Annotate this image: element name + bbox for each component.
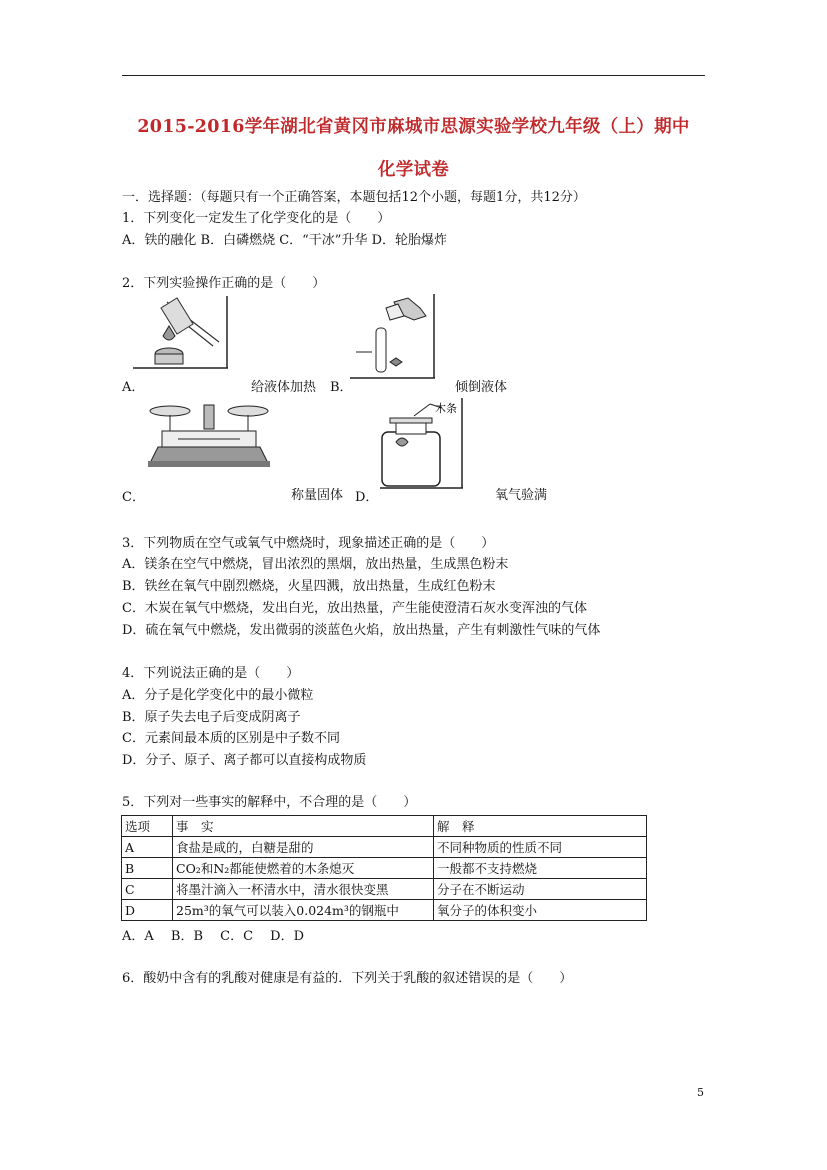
q4-option-b: B．原子失去电子后变成阴离子 xyxy=(122,710,301,725)
page-number: 5 xyxy=(697,1086,704,1099)
table-cell: 氧分子的体积变小 xyxy=(434,900,647,921)
q5-options: A．A B．B C．C D．D xyxy=(122,929,305,944)
q4-option-d: D．分子、原子、离子都可以直接构成物质 xyxy=(122,753,367,768)
table-cell: 一般都不支持燃烧 xyxy=(434,858,647,879)
paper-title: 2015-2016学年湖北省黄冈市麻城市思源实验学校九年级（上）期中 xyxy=(137,117,690,137)
q3-stem: 3．下列物质在空气或氧气中燃烧时，现象描述正确的是（ ） xyxy=(122,536,495,551)
q2-c-caption: 称量固体 xyxy=(291,488,344,503)
section-heading: 一．选择题：（每题只有一个正确答案，本题包括12个小题，每题1分，共12分） xyxy=(122,190,586,205)
q6-stem: 6．酸奶中含有的乳酸对健康是有益的．下列关于乳酸的叙述错误的是（ ） xyxy=(122,971,573,986)
q3-option-a: A．镁条在空气中燃烧，冒出浓烈的黑烟，放出热量，生成黑色粉末 xyxy=(122,557,509,572)
q2-d-caption: 氧气验满 xyxy=(495,488,548,503)
q4-stem: 4．下列说法正确的是（ ） xyxy=(122,666,300,681)
table-cell: D xyxy=(122,900,173,921)
balance-figure xyxy=(148,403,270,467)
table-row xyxy=(122,900,647,921)
table-cell: C xyxy=(122,879,173,900)
heating-liquid-figure xyxy=(133,296,229,370)
q3-option-c: C．木炭在氧气中燃烧，发出白光，放出热量，产生能使澄清石灰水变浑浊的气体 xyxy=(122,601,587,616)
q4-option-c: C．元素间最本质的区别是中子数不同 xyxy=(122,731,340,746)
oxygen-test-figure xyxy=(380,398,464,490)
q2-a-letter: A． xyxy=(122,380,145,395)
table-header-row xyxy=(122,816,647,837)
q2-stem: 2．下列实验操作正确的是（ ） xyxy=(122,276,326,291)
table-header: 解 释 xyxy=(434,816,647,837)
table-row xyxy=(122,837,647,858)
pouring-liquid-figure xyxy=(350,294,436,380)
table-cell: A xyxy=(122,837,173,858)
table-cell: CO₂和N₂都能使燃着的木条熄灭 xyxy=(173,858,434,879)
q1-stem: 1．下列变化一定发生了化学变化的是（ ） xyxy=(122,211,391,226)
wood-strip-label: 木条 xyxy=(435,402,457,415)
q5-stem: 5．下列对一些事实的解释中，不合理的是（ ） xyxy=(122,795,417,810)
table-cell: 将墨汁滴入一杯清水中，清水很快变黑 xyxy=(173,879,434,900)
q2-a-caption: 给液体加热 xyxy=(251,380,317,395)
paper-title-line2: 化学试卷 xyxy=(377,160,450,180)
header-rule xyxy=(122,75,705,76)
q3-option-d: D．硫在氧气中燃烧，发出微弱的淡蓝色火焰，放出热量，产生有刺激性气味的气体 xyxy=(122,623,601,638)
q1-options: A．铁的融化 B．白磷燃烧 C．“干冰”升华 D．轮胎爆炸 xyxy=(122,233,448,248)
table-cell: B xyxy=(122,858,173,879)
table-row xyxy=(122,879,647,900)
table-row xyxy=(122,858,647,879)
facts-table xyxy=(121,815,647,921)
table-header: 事 实 xyxy=(173,816,434,837)
q2-c-letter: C． xyxy=(122,490,145,505)
q2-b-letter: B． xyxy=(330,380,353,395)
table-cell: 食盐是咸的，白糖是甜的 xyxy=(173,837,434,858)
q3-option-b: B．铁丝在氧气中剧烈燃烧，火星四溅，放出热量，生成红色粉末 xyxy=(122,579,496,594)
q4-option-a: A．分子是化学变化中的最小微粒 xyxy=(122,688,314,703)
table-cell: 25m³的氧气可以装入0.024m³的钢瓶中 xyxy=(173,900,434,921)
table-cell: 分子在不断运动 xyxy=(434,879,647,900)
q2-d-letter: D． xyxy=(355,490,379,505)
q2-b-caption: 倾倒液体 xyxy=(455,380,508,395)
table-cell: 不同种物质的性质不同 xyxy=(434,837,647,858)
table-header: 选项 xyxy=(122,816,173,837)
